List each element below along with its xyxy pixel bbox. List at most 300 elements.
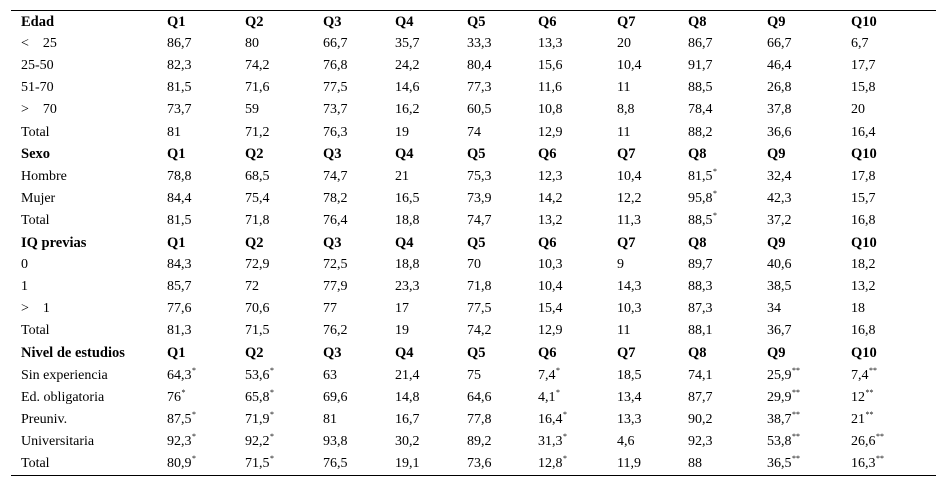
value-cell bbox=[467, 77, 538, 99]
cell-value: 32,4 bbox=[767, 168, 792, 184]
cell-value: 17,8 bbox=[851, 168, 876, 184]
column-header-q8: Q8 bbox=[688, 146, 707, 163]
value-cell bbox=[538, 77, 617, 99]
value-cell bbox=[395, 431, 467, 453]
significance-marker: ** bbox=[792, 387, 800, 397]
cell-value: 10,3 bbox=[538, 257, 563, 273]
table-row bbox=[11, 387, 936, 409]
value-cell bbox=[688, 276, 767, 298]
value-cell bbox=[245, 320, 323, 342]
value-cell bbox=[395, 409, 467, 431]
value-cell bbox=[167, 409, 245, 431]
value-cell bbox=[167, 254, 245, 276]
cell-value: 74 bbox=[467, 124, 481, 140]
cell-value: 10,3 bbox=[617, 301, 642, 317]
value-cell bbox=[245, 55, 323, 77]
cell-value: 18,8 bbox=[395, 257, 420, 273]
value-cell bbox=[323, 431, 395, 453]
row-label: 0 bbox=[21, 257, 28, 273]
value-cell bbox=[395, 188, 467, 210]
cell-value: 12,2 bbox=[617, 190, 642, 206]
column-header-q8: Q8 bbox=[688, 234, 707, 251]
cell-value: 72,9 bbox=[245, 257, 270, 273]
row-label: 51-70 bbox=[21, 80, 54, 96]
value-cell bbox=[323, 188, 395, 210]
value-cell bbox=[245, 276, 323, 298]
column-header-q9: Q9 bbox=[767, 345, 786, 362]
row-label: > 1 bbox=[21, 301, 50, 317]
cell-value: 66,7 bbox=[323, 36, 348, 52]
significance-marker: * bbox=[563, 409, 567, 419]
cell-value: 81,3 bbox=[167, 323, 192, 339]
cell-value: 16,8 bbox=[851, 323, 876, 339]
value-cell bbox=[467, 453, 538, 476]
value-cell bbox=[767, 55, 851, 77]
value-cell bbox=[245, 453, 323, 476]
column-header-q9: Q9 bbox=[767, 13, 786, 30]
value-cell bbox=[688, 409, 767, 431]
table-row bbox=[11, 365, 936, 387]
value-cell bbox=[851, 365, 936, 387]
cell-value: 11,6 bbox=[538, 80, 562, 96]
table-row bbox=[11, 55, 936, 77]
cell-value: 16,4 bbox=[538, 411, 563, 427]
cell-value: 16,5 bbox=[395, 190, 420, 206]
cell-value: 16,2 bbox=[395, 102, 420, 118]
cell-value: 70,6 bbox=[245, 301, 270, 317]
significance-marker: ** bbox=[876, 453, 884, 463]
value-cell bbox=[395, 121, 467, 143]
value-cell bbox=[617, 188, 688, 210]
value-cell bbox=[467, 365, 538, 387]
value-cell bbox=[851, 99, 936, 121]
value-cell bbox=[467, 276, 538, 298]
value-cell bbox=[323, 409, 395, 431]
value-cell bbox=[688, 166, 767, 188]
value-cell bbox=[538, 409, 617, 431]
cell-value: 77,9 bbox=[323, 279, 348, 295]
row-label: Preuniv. bbox=[21, 411, 68, 427]
row-label: 25-50 bbox=[21, 58, 54, 74]
column-header-q10: Q10 bbox=[851, 234, 877, 251]
value-cell bbox=[538, 55, 617, 77]
value-cell bbox=[467, 298, 538, 320]
value-cell bbox=[245, 188, 323, 210]
value-cell bbox=[617, 298, 688, 320]
table-row bbox=[11, 409, 936, 431]
value-cell bbox=[538, 33, 617, 55]
value-cell bbox=[767, 387, 851, 409]
cell-value: 15,8 bbox=[851, 80, 876, 96]
cell-value: 84,3 bbox=[167, 257, 192, 273]
value-cell bbox=[688, 33, 767, 55]
cell-value: 35,7 bbox=[395, 36, 420, 52]
value-cell bbox=[323, 55, 395, 77]
value-cell bbox=[851, 55, 936, 77]
value-cell bbox=[167, 210, 245, 232]
value-cell bbox=[851, 188, 936, 210]
value-cell bbox=[323, 210, 395, 232]
significance-marker: ** bbox=[792, 453, 800, 463]
value-cell bbox=[323, 33, 395, 55]
cell-value: 13,2 bbox=[851, 279, 876, 295]
value-cell bbox=[688, 77, 767, 99]
cell-value: 86,7 bbox=[688, 36, 713, 52]
value-cell bbox=[688, 188, 767, 210]
cell-value: 81,5 bbox=[688, 168, 713, 184]
value-cell bbox=[617, 210, 688, 232]
value-cell bbox=[467, 254, 538, 276]
value-cell bbox=[688, 121, 767, 143]
cell-value: 18,8 bbox=[395, 212, 420, 228]
significance-marker: ** bbox=[792, 409, 800, 419]
value-cell bbox=[395, 387, 467, 409]
column-header-q5: Q5 bbox=[467, 146, 486, 163]
row-label: < 25 bbox=[21, 36, 57, 52]
cell-value: 71,2 bbox=[245, 124, 270, 140]
value-cell bbox=[767, 77, 851, 99]
value-cell bbox=[851, 33, 936, 55]
cell-value: 38,5 bbox=[767, 279, 792, 295]
significance-marker: * bbox=[270, 409, 274, 419]
cell-value: 16,8 bbox=[851, 212, 876, 228]
cell-value: 15,7 bbox=[851, 190, 876, 206]
significance-marker: ** bbox=[865, 387, 874, 397]
table-row bbox=[11, 453, 936, 476]
cell-value: 11,3 bbox=[617, 212, 641, 228]
cell-value: 29,9 bbox=[767, 389, 792, 405]
value-cell bbox=[767, 254, 851, 276]
value-cell bbox=[395, 453, 467, 476]
cell-value: 24,2 bbox=[395, 58, 420, 74]
cell-value: 36,6 bbox=[767, 124, 792, 140]
significance-marker: * bbox=[563, 431, 567, 441]
cell-value: 88,3 bbox=[688, 279, 713, 295]
cell-value: 34 bbox=[767, 301, 781, 317]
value-cell bbox=[167, 33, 245, 55]
cell-value: 38,7 bbox=[767, 411, 792, 427]
significance-marker: * bbox=[181, 387, 186, 397]
value-cell bbox=[467, 55, 538, 77]
cell-value: 88 bbox=[688, 455, 702, 471]
table-row bbox=[11, 276, 936, 298]
cell-value: 42,3 bbox=[767, 190, 792, 206]
value-cell bbox=[688, 431, 767, 453]
value-cell bbox=[245, 254, 323, 276]
cell-value: 14,2 bbox=[538, 190, 563, 206]
row-label: Total bbox=[21, 323, 50, 339]
column-header-q9: Q9 bbox=[767, 146, 786, 163]
value-cell bbox=[467, 166, 538, 188]
value-cell bbox=[245, 365, 323, 387]
value-cell bbox=[617, 166, 688, 188]
significance-marker: * bbox=[713, 210, 717, 220]
cell-value: 4,1 bbox=[538, 389, 556, 405]
value-cell bbox=[245, 298, 323, 320]
cell-value: 11 bbox=[617, 323, 631, 339]
value-cell bbox=[395, 210, 467, 232]
column-header-q7: Q7 bbox=[617, 146, 636, 163]
value-cell bbox=[167, 387, 245, 409]
cell-value: 92,3 bbox=[167, 433, 192, 449]
value-cell bbox=[538, 365, 617, 387]
row-label: Ed. obligatoria bbox=[21, 389, 105, 405]
significance-marker: * bbox=[270, 387, 274, 397]
value-cell bbox=[688, 387, 767, 409]
column-header-q1: Q1 bbox=[167, 234, 186, 251]
cell-value: 76,5 bbox=[323, 455, 348, 471]
cell-value: 4,6 bbox=[617, 433, 635, 449]
cell-value: 63 bbox=[323, 367, 337, 383]
cell-value: 30,2 bbox=[395, 433, 420, 449]
value-cell bbox=[617, 387, 688, 409]
value-cell bbox=[323, 298, 395, 320]
cell-value: 21,4 bbox=[395, 367, 420, 383]
row-label: 1 bbox=[21, 279, 28, 295]
value-cell bbox=[851, 453, 936, 476]
cell-value: 91,7 bbox=[688, 58, 713, 74]
value-cell bbox=[395, 254, 467, 276]
cell-value: 20 bbox=[617, 36, 631, 52]
column-header-q2: Q2 bbox=[245, 146, 264, 163]
cell-value: 76,2 bbox=[323, 323, 348, 339]
value-cell bbox=[538, 121, 617, 143]
cell-value: 70 bbox=[467, 257, 481, 273]
cell-value: 12,3 bbox=[538, 168, 563, 184]
value-cell bbox=[323, 387, 395, 409]
value-cell bbox=[851, 166, 936, 188]
value-cell bbox=[467, 121, 538, 143]
cell-value: 71,8 bbox=[245, 212, 270, 228]
cell-value: 92,3 bbox=[688, 433, 713, 449]
significance-marker: * bbox=[713, 188, 717, 198]
value-cell bbox=[245, 409, 323, 431]
cell-value: 73,6 bbox=[467, 455, 492, 471]
value-cell bbox=[851, 121, 936, 143]
value-cell bbox=[851, 276, 936, 298]
cell-value: 23,3 bbox=[395, 279, 420, 295]
table-row bbox=[11, 99, 936, 121]
cell-value: 40,6 bbox=[767, 257, 792, 273]
column-header-q10: Q10 bbox=[851, 345, 877, 362]
cell-value: 36,7 bbox=[767, 323, 792, 339]
cell-value: 10,4 bbox=[538, 279, 563, 295]
value-cell bbox=[245, 387, 323, 409]
significance-marker: * bbox=[713, 166, 717, 176]
table-body bbox=[11, 11, 936, 476]
cell-value: 88,2 bbox=[688, 124, 713, 140]
cell-value: 74,7 bbox=[467, 212, 492, 228]
cell-value: 12,8 bbox=[538, 455, 563, 471]
cell-value: 73,9 bbox=[467, 190, 492, 206]
cell-value: 18,2 bbox=[851, 257, 876, 273]
section-header-row bbox=[11, 11, 936, 34]
value-cell bbox=[167, 99, 245, 121]
value-cell bbox=[767, 320, 851, 342]
value-cell bbox=[767, 409, 851, 431]
value-cell bbox=[851, 254, 936, 276]
cell-value: 14,8 bbox=[395, 389, 420, 405]
table-row bbox=[11, 166, 936, 188]
cell-value: 16,4 bbox=[851, 124, 876, 140]
column-header-q5: Q5 bbox=[467, 13, 486, 30]
cell-value: 74,7 bbox=[323, 168, 348, 184]
column-header-q7: Q7 bbox=[617, 13, 636, 30]
row-label: Total bbox=[21, 212, 50, 228]
cell-value: 11,9 bbox=[617, 455, 641, 471]
cell-value: 87,5 bbox=[167, 411, 192, 427]
cell-value: 71,8 bbox=[467, 279, 492, 295]
cell-value: 21 bbox=[395, 168, 409, 184]
cell-value: 15,4 bbox=[538, 301, 563, 317]
value-cell bbox=[538, 320, 617, 342]
value-cell bbox=[538, 453, 617, 476]
value-cell bbox=[167, 431, 245, 453]
cell-value: 12,9 bbox=[538, 124, 563, 140]
value-cell bbox=[617, 99, 688, 121]
cell-value: 37,2 bbox=[767, 212, 792, 228]
table-row bbox=[11, 77, 936, 99]
value-cell bbox=[688, 298, 767, 320]
table-row bbox=[11, 33, 936, 55]
column-header-q5: Q5 bbox=[467, 345, 486, 362]
cell-value: 77,5 bbox=[323, 80, 348, 96]
value-cell bbox=[395, 298, 467, 320]
column-header-q1: Q1 bbox=[167, 345, 186, 362]
table-row bbox=[11, 431, 936, 453]
value-cell bbox=[467, 387, 538, 409]
column-header-q3: Q3 bbox=[323, 146, 342, 163]
cell-value: 7,4 bbox=[538, 367, 556, 383]
cell-value: 80,9 bbox=[167, 455, 192, 471]
column-header-q3: Q3 bbox=[323, 234, 342, 251]
column-header-q10: Q10 bbox=[851, 13, 877, 30]
significance-marker: * bbox=[270, 431, 274, 441]
cell-value: 8,8 bbox=[617, 102, 635, 118]
cell-value: 73,7 bbox=[323, 102, 348, 118]
significance-marker: * bbox=[192, 431, 196, 441]
significance-marker: ** bbox=[865, 409, 874, 419]
cell-value: 73,7 bbox=[167, 102, 192, 118]
significance-marker: * bbox=[192, 453, 196, 463]
value-cell bbox=[617, 77, 688, 99]
cell-value: 7,4 bbox=[851, 367, 869, 383]
value-cell bbox=[167, 166, 245, 188]
cell-value: 77,3 bbox=[467, 80, 492, 96]
significance-marker: * bbox=[270, 365, 274, 375]
section-header-label: Nivel de estudios bbox=[21, 345, 125, 362]
column-header-q3: Q3 bbox=[323, 345, 342, 362]
cell-value: 76,3 bbox=[323, 124, 348, 140]
cell-value: 87,3 bbox=[688, 301, 713, 317]
cell-value: 68,5 bbox=[245, 168, 270, 184]
section-header-row bbox=[11, 144, 936, 166]
column-header-q4: Q4 bbox=[395, 234, 414, 251]
cell-value: 11 bbox=[617, 124, 631, 140]
cell-value: 75 bbox=[467, 367, 481, 383]
value-cell bbox=[167, 121, 245, 143]
significance-marker: * bbox=[270, 453, 274, 463]
value-cell bbox=[538, 210, 617, 232]
table-row bbox=[11, 121, 936, 143]
column-header-q4: Q4 bbox=[395, 13, 414, 30]
column-header-q7: Q7 bbox=[617, 345, 636, 362]
cell-value: 11 bbox=[617, 80, 631, 96]
table-row bbox=[11, 320, 936, 342]
column-header-q7: Q7 bbox=[617, 234, 636, 251]
cell-value: 81 bbox=[167, 124, 181, 140]
section-header-label: Edad bbox=[21, 13, 55, 30]
cell-value: 13,3 bbox=[538, 36, 563, 52]
cell-value: 64,3 bbox=[167, 367, 192, 383]
cell-value: 71,5 bbox=[245, 455, 270, 471]
cell-value: 14,3 bbox=[617, 279, 642, 295]
cell-value: 18 bbox=[851, 301, 865, 317]
cell-value: 84,4 bbox=[167, 190, 192, 206]
cell-value: 59 bbox=[245, 102, 259, 118]
cell-value: 10,4 bbox=[617, 168, 642, 184]
value-cell bbox=[467, 33, 538, 55]
value-cell bbox=[167, 188, 245, 210]
cell-value: 60,5 bbox=[467, 102, 492, 118]
value-cell bbox=[617, 121, 688, 143]
value-cell bbox=[167, 453, 245, 476]
value-cell bbox=[245, 99, 323, 121]
column-header-q4: Q4 bbox=[395, 345, 414, 362]
cell-value: 19 bbox=[395, 124, 409, 140]
value-cell bbox=[767, 365, 851, 387]
value-cell bbox=[767, 188, 851, 210]
value-cell bbox=[395, 365, 467, 387]
cell-value: 90,2 bbox=[688, 411, 713, 427]
row-label: Hombre bbox=[21, 168, 67, 184]
cell-value: 74,1 bbox=[688, 367, 713, 383]
cell-value: 65,8 bbox=[245, 389, 270, 405]
value-cell bbox=[538, 166, 617, 188]
value-cell bbox=[688, 55, 767, 77]
cell-value: 77,8 bbox=[467, 411, 492, 427]
value-cell bbox=[323, 453, 395, 476]
cell-value: 13,3 bbox=[617, 411, 642, 427]
cell-value: 13,2 bbox=[538, 212, 563, 228]
cell-value: 72,5 bbox=[323, 257, 348, 273]
cell-value: 14,6 bbox=[395, 80, 420, 96]
column-header-q2: Q2 bbox=[245, 345, 264, 362]
column-header-q2: Q2 bbox=[245, 234, 264, 251]
cell-value: 71,6 bbox=[245, 80, 270, 96]
cell-value: 92,2 bbox=[245, 433, 270, 449]
cell-value: 71,9 bbox=[245, 411, 270, 427]
value-cell bbox=[467, 320, 538, 342]
row-label: Universitaria bbox=[21, 433, 95, 449]
value-cell bbox=[395, 320, 467, 342]
significance-marker: ** bbox=[869, 365, 877, 375]
cell-value: 26,6 bbox=[851, 433, 876, 449]
value-cell bbox=[538, 188, 617, 210]
value-cell bbox=[688, 365, 767, 387]
cell-value: 10,4 bbox=[617, 58, 642, 74]
value-cell bbox=[395, 276, 467, 298]
column-header-q6: Q6 bbox=[538, 345, 557, 362]
value-cell bbox=[323, 77, 395, 99]
significance-marker: * bbox=[556, 365, 560, 375]
cell-value: 53,8 bbox=[767, 433, 792, 449]
value-cell bbox=[245, 431, 323, 453]
column-header-q2: Q2 bbox=[245, 13, 264, 30]
cell-value: 78,4 bbox=[688, 102, 713, 118]
cell-value: 88,5 bbox=[688, 80, 713, 96]
value-cell bbox=[767, 276, 851, 298]
